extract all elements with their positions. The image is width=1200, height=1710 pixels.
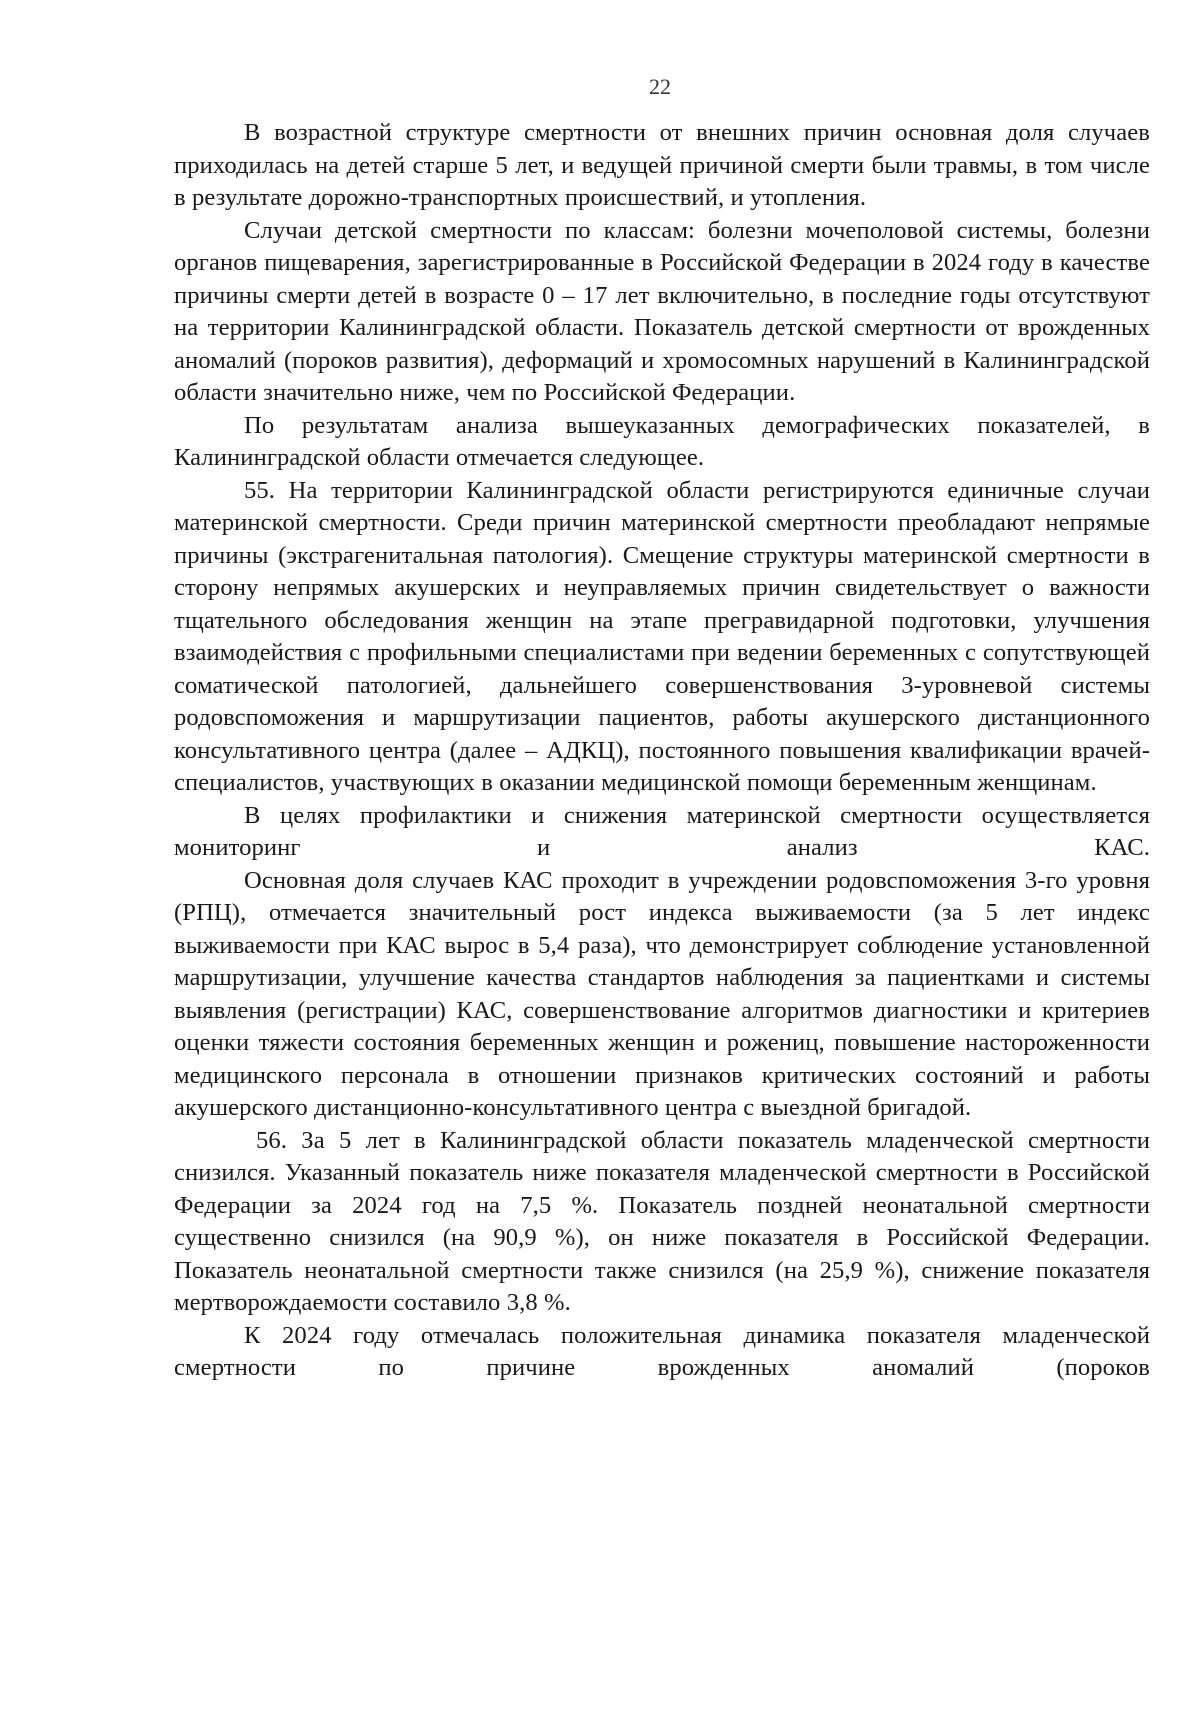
- paragraph-child-mortality-classes: Случаи детской смертности по классам: болезни мочеполовой системы, болезни органов пищеварения, зарегистрированные в Российской Федерации в 2024 году в качестве причины смерти детей в возрасте 0 – 17 лет включительно, в последние годы отсутствуют на территории Калининградской области. Показатель детской смертности от врожденных аномалий (пороков развития), деформаций и хромосомных нарушений в Калининградской области значительно ниже, чем по Российской Федерации.: [174, 216, 1150, 406]
- paragraph-external-causes: В возрастной структуре смертности от внешних причин основная доля случаев приходилась на детей старше 5 лет, и ведущей причиной смерти были травмы, в том числе в результате дорожно-транспортных происшествий, и утопления.: [174, 119, 1150, 211]
- paragraph-kas-cases: Основная доля случаев КАС проходит в учреждении родовспоможения 3-го уровня (РПЦ), отмечается значительный рост индекса выживаемости (за 5 лет индекс выживаемости при КАС вырос в 5,4 раза), что демонстрирует соблюдение установленной маршрутизации, улучшение качества стандартов наблюдения за пациентками и системы выявления (регистрации) КАС, совершенствование алгоритмов диагностики и критериев оценки тяжести состояния беременных женщин и рожениц, повышение настороженности медицинского персонала в отношении признаков критических состояний и работы акушерского дистанционно-консультативного центра с выездной бригадой.: [174, 866, 1150, 1121]
- document-body: [174, 117, 1150, 1385]
- paragraph-prevention: В целях профилактики и снижения материнской смертности осуществляется мониторинг и анализ КАС.: [174, 801, 1150, 861]
- page-number: 22: [649, 74, 671, 99]
- paragraph-positive-dynamics: К 2024 году отмечалась положительная динамика показателя младенческой смертности по причине врожденных аномалий (пороков: [174, 1321, 1150, 1381]
- paragraph-item-55: 55. На территории Калининградской области регистрируются единичные случаи материнской смертности. Среди причин материнской смертности преобладают непрямые причины (экстрагенитальная патология). Смещение структуры материнской смертности в сторону непрямых акушерских и неуправляемых причин свидетельствует о важности тщательного обследования женщин на этапе прегравидарной подготовки, улучшения взаимодействия с профильными специалистами при ведении беременных с сопутствующей соматической патологией, дальнейшего совершенствования 3-уровневой системы родовспоможения и маршрутизации пациентов, работы акушерского дистанционного консультативного центра (далее – АДКЦ), постоянного повышения квалификации врачей-специалистов, участвующих в оказании медицинской помощи беременным женщинам.: [174, 476, 1150, 796]
- paragraph-analysis-results: По результатам анализа вышеуказанных демографических показателей, в Калининградской области отмечается следующее.: [174, 411, 1150, 471]
- paragraph-item-56: 56. За 5 лет в Калининградской области показатель младенческой смертности снизился. Указанный показатель ниже показателя младенческой смертности в Российской Федерации за 2024 год на 7,5 %. Показатель поздней неонатальной смертности существенно снизился (на 90,9 %), он ниже показателя в Российской Федерации. Показатель неонатальной смертности также снизился (на 25,9 %), снижение показателя мертворождаемости составило 3,8 %.: [174, 1126, 1150, 1316]
